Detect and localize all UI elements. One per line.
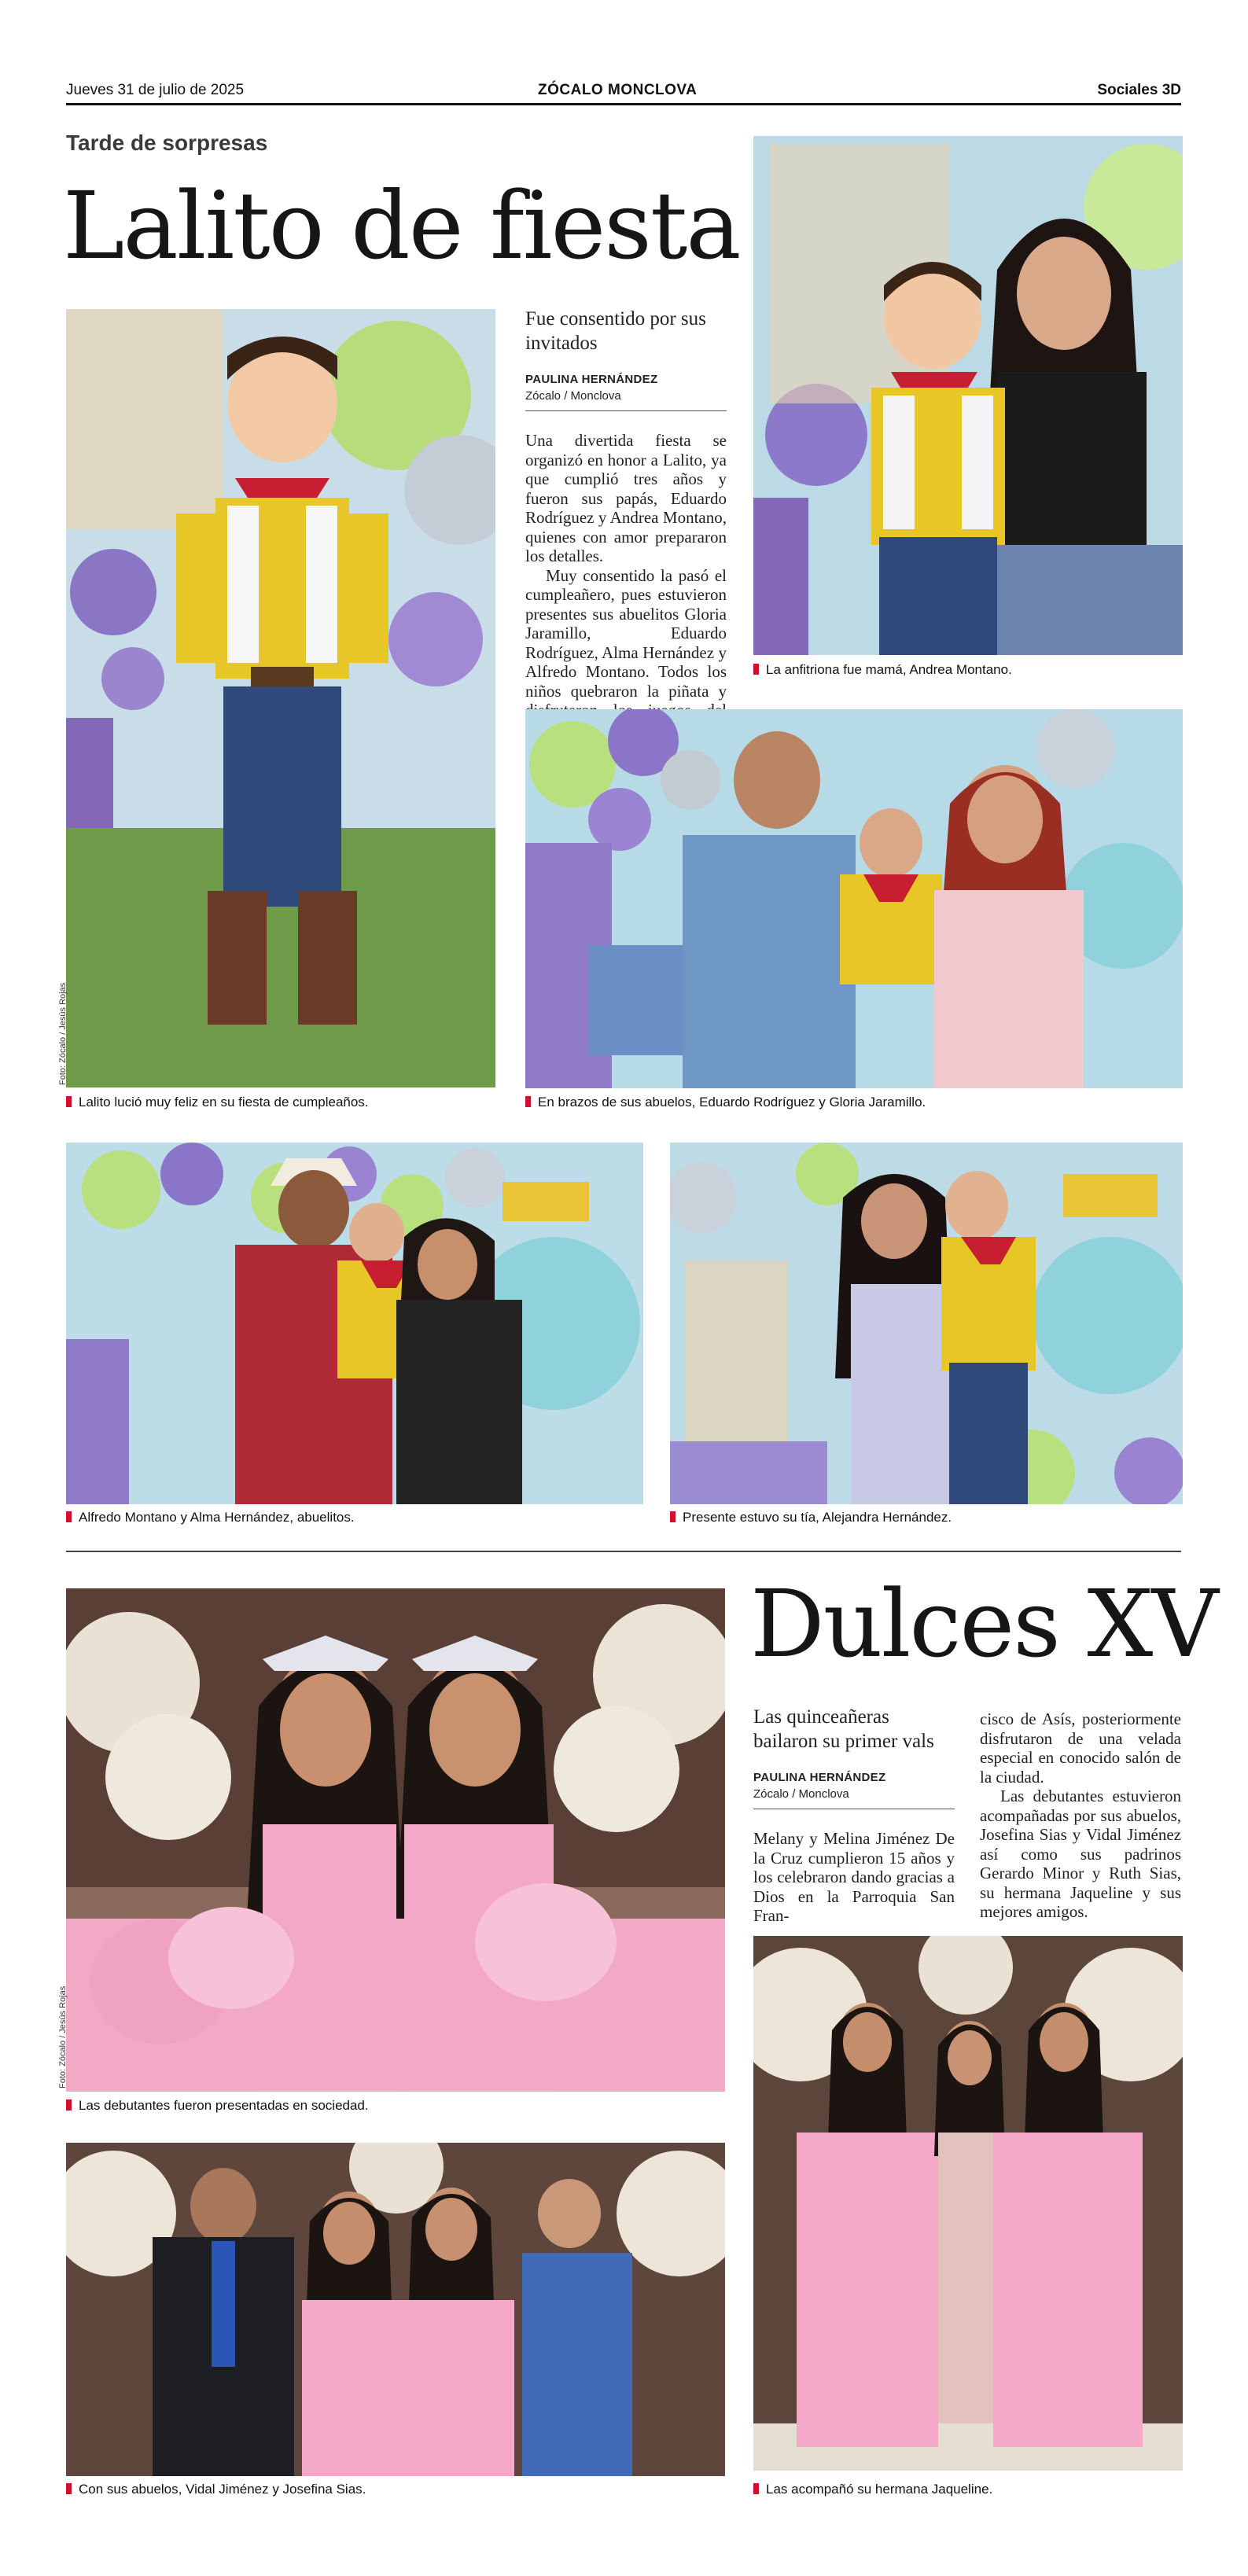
caption-marker [670, 1511, 676, 1522]
header-rule [66, 103, 1181, 105]
caption-grandparents-2: Alfredo Montano y Alma Hernández, abuelitos. [66, 1510, 355, 1525]
section-divider [66, 1551, 1181, 1552]
caption-birthday-boy: Lalito lució muy feliz en su fiesta de cumpleaños. [66, 1095, 369, 1110]
story1-deck: Fue consentido por sus invitados [525, 308, 706, 354]
story2-headline: Dulces XV [750, 1570, 1217, 1678]
photo-with-grandparents [66, 2143, 725, 2476]
caption-mom: La anfitriona fue mamá, Andrea Montano. [753, 662, 1012, 678]
story2-photo-credit: Foto: Zócalo / Jesús Rojas [58, 1985, 68, 2088]
photo-grandparents-alfredo-alma [66, 1143, 643, 1504]
caption-debutantes: Las debutantes fueron presentadas en sociedad. [66, 2098, 369, 2114]
story1-body [525, 431, 727, 739]
caption-marker [66, 1511, 72, 1522]
caption-marker [66, 1096, 72, 1107]
photo-birthday-boy [66, 309, 495, 1087]
photo-aunt [670, 1143, 1183, 1504]
caption-marker [66, 2099, 72, 2110]
newspaper-name: ZÓCALO MONCLOVA [538, 82, 698, 98]
story1-paragraph: Muy consentido la pasó el cumpleañero, pues estuvieron presentes sus abuelitos Gloria Jaramillo, Eduardo Rodríguez, Alma Hernández y Alfredo Montano. Todos los niños quebraron la piñata y [525, 565, 727, 701]
photo-sister [753, 1936, 1183, 2471]
story2-paragraph: cisco de Asís, posteriormente disfrutaron de una velada especial en conocido salón de la ciudad. [980, 1709, 1181, 1787]
caption-grandparents-1: En brazos de sus abuelos, Eduardo Rodríguez y Gloria Jaramillo. [525, 1095, 926, 1110]
story2-body-col2 [980, 1709, 1181, 1922]
story1-byline [525, 371, 727, 404]
byline-rule [525, 410, 727, 411]
story1-paragraph: Una divertida fiesta se organizó en honor a Lalito, ya que cumplió tres años y fueron sus papás, Eduardo Rodríguez y Andrea Montano, quienes con amor prepararon los detalles. [525, 431, 727, 565]
byline-place: Zócalo / Monclova [753, 1787, 849, 1801]
caption-marker [66, 2483, 72, 2494]
story1-kicker: Tarde de sorpresas [66, 131, 268, 155]
photo-mom-and-boy [753, 136, 1183, 655]
story2-byline [753, 1769, 955, 1802]
caption-marker [753, 2483, 759, 2494]
byline-author: PAULINA HERNÁNDEZ [753, 1771, 886, 1784]
story1-photo-credit: Foto: Zócalo / Jesús Rojas [58, 982, 68, 1085]
story2-paragraph: Las debutantes estuvieron acompañadas por sus abuelos, Josefina Sias y Vidal Jiménez así como sus padrinos Gerardo Minor y Ruth Sias, su hermana Jaqueline y sus mejores amigos. [980, 1787, 1181, 1921]
caption-aunt: Presente estuvo su tía, Alejandra Hernández. [670, 1510, 952, 1525]
caption-sister: Las acompañó su hermana Jaqueline. [753, 2482, 992, 2497]
story2-body-col1 [753, 1829, 955, 1926]
byline-author: PAULINA HERNÁNDEZ [525, 373, 658, 386]
issue-date: Jueves 31 de julio de 2025 [66, 82, 245, 98]
section-page: Sociales 3D [1097, 82, 1181, 98]
photo-grandparents-eduardo-gloria [525, 709, 1183, 1088]
caption-marker [525, 1096, 531, 1107]
photo-debutantes [66, 1588, 725, 2092]
story2-paragraph: Melany y Melina Jiménez De la Cruz cumplieron 15 años y los celebraron dando gracias a Dios en la Parroquia San Fran- [753, 1829, 955, 1925]
story1-headline: Lalito de fiesta [63, 171, 740, 280]
caption-marker [753, 664, 759, 675]
story2-deck: Las quinceañeras bailaron su primer vals [753, 1706, 934, 1752]
caption-with-grandparents: Con sus abuelos, Vidal Jiménez y Josefina Sias. [66, 2482, 366, 2497]
byline-place: Zócalo / Monclova [525, 389, 621, 403]
